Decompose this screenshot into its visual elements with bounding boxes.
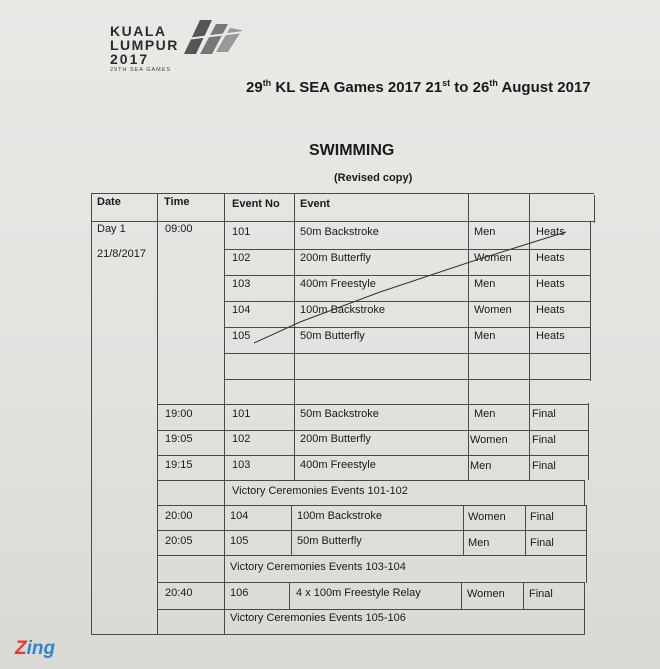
event-no: 104 bbox=[230, 510, 249, 522]
col-header-event: Event bbox=[300, 198, 330, 210]
logo-line-1: KUALA bbox=[110, 23, 167, 39]
event-name: 200m Butterfly bbox=[300, 252, 371, 264]
date-label: 21/8/2017 bbox=[97, 248, 146, 260]
victory-ceremony-1: Victory Ceremonies Events 101-102 bbox=[232, 485, 408, 497]
page-title: 29th KL SEA Games 2017 21st to 26th August 2017 bbox=[246, 78, 591, 96]
event-time: 19:15 bbox=[165, 459, 193, 471]
event-no: 106 bbox=[230, 587, 249, 599]
event-gender: Men bbox=[474, 226, 496, 238]
event-no: 102 bbox=[232, 252, 251, 264]
event-gender: Men bbox=[470, 460, 492, 472]
col-header-date: Date bbox=[97, 196, 121, 208]
event-phase: Final bbox=[532, 434, 556, 446]
event-gender: Women bbox=[468, 511, 506, 523]
event-name: 400m Freestyle bbox=[300, 278, 376, 290]
victory-ceremony-2: Victory Ceremonies Events 103-104 bbox=[230, 561, 406, 573]
event-time: 20:40 bbox=[165, 587, 193, 599]
event-no: 101 bbox=[232, 408, 251, 420]
logo-line-3: 2017 bbox=[110, 51, 150, 67]
logo-line-4: 29TH SEA GAMES bbox=[110, 67, 172, 73]
event-no: 105 bbox=[230, 535, 249, 547]
event-phase: Final bbox=[532, 460, 556, 472]
event-no: 101 bbox=[232, 226, 251, 238]
revision-note: (Revised copy) bbox=[334, 172, 413, 184]
event-gender: Men bbox=[468, 537, 490, 549]
event-name: 4 x 100m Freestyle Relay bbox=[296, 587, 421, 599]
event-phase: Final bbox=[530, 511, 554, 523]
event-name: 50m Backstroke bbox=[300, 408, 379, 420]
event-time: 20:05 bbox=[165, 535, 193, 547]
event-phase: Final bbox=[532, 408, 556, 420]
event-phase: Heats bbox=[536, 252, 565, 264]
event-no: 102 bbox=[232, 433, 251, 445]
event-name: 400m Freestyle bbox=[300, 459, 376, 471]
event-name: 50m Butterfly bbox=[300, 330, 365, 342]
event-phase: Heats bbox=[536, 226, 565, 238]
event-phase: Final bbox=[529, 588, 553, 600]
event-name: 50m Butterfly bbox=[297, 535, 362, 547]
event-name: 100m Backstroke bbox=[300, 304, 385, 316]
event-no: 105 bbox=[232, 330, 251, 342]
event-phase: Heats bbox=[536, 330, 565, 342]
event-no: 104 bbox=[232, 304, 251, 316]
col-header-event-no: Event No bbox=[232, 198, 280, 210]
event-time: 20:00 bbox=[165, 510, 193, 522]
sport-heading: SWIMMING bbox=[309, 142, 395, 159]
event-phase: Final bbox=[530, 537, 554, 549]
event-time: 19:00 bbox=[165, 408, 193, 420]
zing-watermark: Zing bbox=[15, 638, 56, 659]
event-phase: Heats bbox=[536, 304, 565, 316]
event-no: 103 bbox=[232, 278, 251, 290]
event-name: 100m Backstroke bbox=[297, 510, 382, 522]
event-gender: Women bbox=[474, 304, 512, 316]
event-name: 200m Butterfly bbox=[300, 433, 371, 445]
col-header-time: Time bbox=[164, 196, 190, 208]
event-time: 19:05 bbox=[165, 433, 193, 445]
event-gender: Men bbox=[474, 278, 496, 290]
event-gender: Women bbox=[467, 588, 505, 600]
event-gender: Men bbox=[474, 408, 496, 420]
event-phase: Heats bbox=[536, 278, 565, 290]
day-label: Day 1 bbox=[97, 223, 126, 235]
event-name: 50m Backstroke bbox=[300, 226, 379, 238]
logo-line-2: LUMPUR bbox=[110, 37, 179, 53]
event-gender: Women bbox=[470, 434, 508, 446]
victory-ceremony-3: Victory Ceremonies Events 105-106 bbox=[230, 612, 406, 624]
heats-time: 09:00 bbox=[165, 223, 193, 235]
event-no: 103 bbox=[232, 459, 251, 471]
event-gender: Women bbox=[474, 252, 512, 264]
event-gender: Men bbox=[474, 330, 496, 342]
